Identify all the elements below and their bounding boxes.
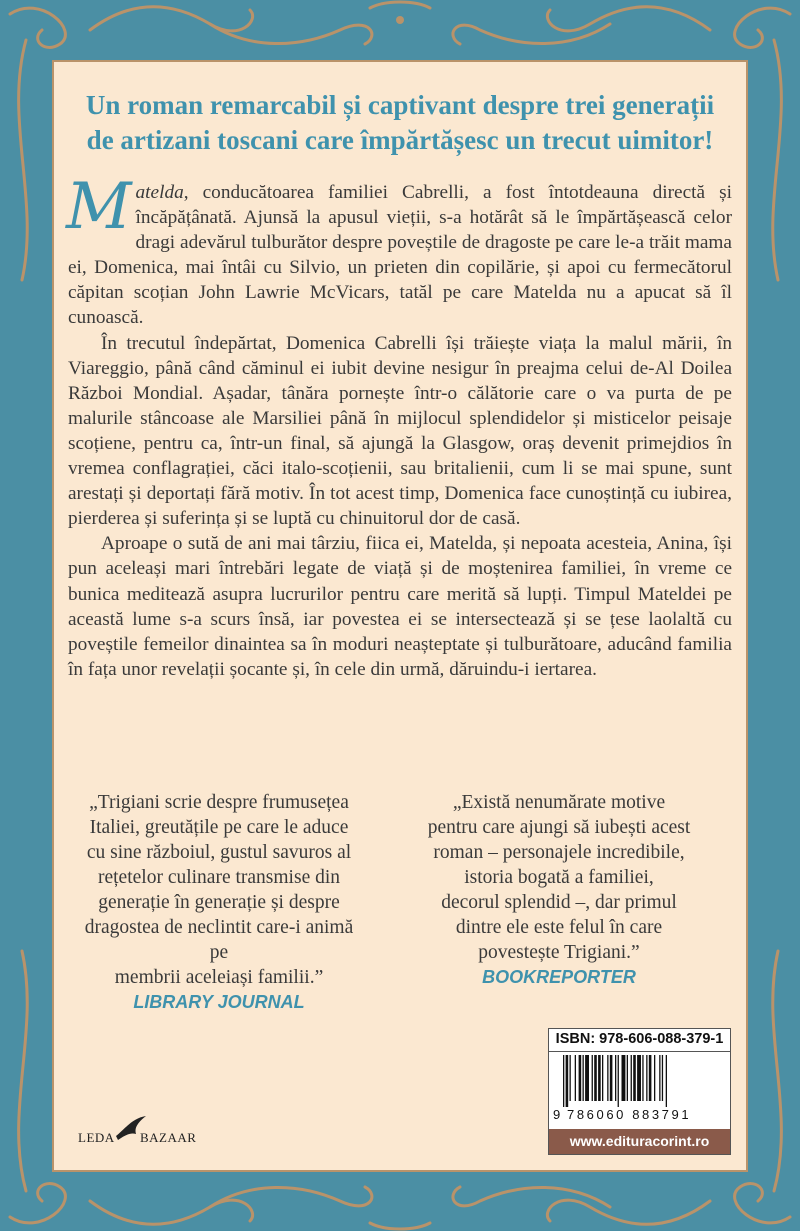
quote-source: BOOKREPORTER bbox=[482, 967, 636, 987]
publisher-website: www.edituracorint.ro bbox=[549, 1129, 730, 1154]
barcode-bar bbox=[662, 1055, 663, 1101]
drop-cap: M bbox=[66, 170, 132, 244]
barcode-bar bbox=[637, 1055, 641, 1101]
review-quote-left bbox=[74, 790, 364, 1015]
quote-source: LIBRARY JOURNAL bbox=[133, 992, 305, 1012]
barcode-bar bbox=[563, 1055, 564, 1107]
isbn-barcode-box bbox=[548, 1028, 731, 1155]
barcode-bar bbox=[579, 1055, 582, 1101]
synopsis-paragraph-1 bbox=[66, 170, 732, 331]
barcode-bar bbox=[615, 1055, 616, 1101]
publisher-leda: LEDA bbox=[78, 1130, 115, 1145]
quote-line: Italiei, greutățile pe care le aduce bbox=[89, 817, 349, 838]
barcode-bar bbox=[631, 1055, 632, 1101]
barcode-bar bbox=[642, 1055, 643, 1101]
quote-line: dragostea de neclintit care-i animă pe bbox=[84, 917, 354, 963]
synopsis-paragraph-2: În trecutul îndepărtat, Domenica Cabrelli își trăiește viața la malul mării, în Viareggio, până când căminul ei iubit devine nesigur în preajma celui de-Al Doilea Război Mondial. Așadar, tânăra pornește într-o călătorie care o va purta de pe malurile stâncoase ale Marsiliei până în mijlocul splendidelor și misticelor peisaje scoțiene, pentru ca, într-un final, să ajungă la Glasgow, oraș devenit primejdios în vremea conflagrației, căci italo-scoțienii, sau britalienii, cum li se mai spune, sunt arestați și deportați fără motiv. În tot acest timp, Domenica face cunoștință cu iubirea, pierderea și suferința și se luptă cu chinuitorul dor de casă. bbox=[68, 332, 732, 530]
quote-line: cu sine războiul, gustul savuros al bbox=[86, 842, 352, 863]
paragraph-1-text: , conducătoarea familiei Cabrelli, a fost întotdeauna directă și încăpățânată. Ajunsă la apusul vieții, s-a hotărât să le împărtășească celor dragi adevărul tulburător despre poveștile de dragoste pe care le-a trăit mama ei, Domenica, mai întâi cu Silvio, un prieten din copilărie, și apoi cu fermecătorul căpitan scoțian John Lawrie McVicars, tatăl pe care Matelda nu a apucat să îl cunoască. bbox=[68, 182, 732, 329]
barcode-bar bbox=[649, 1055, 652, 1101]
quote-line: decorul splendid –, dar primul bbox=[441, 892, 677, 913]
quote-line: istoria bogată a familiei, bbox=[464, 867, 654, 888]
quote-line: generație în generație și despre bbox=[98, 892, 340, 913]
barcode-number: 786060 883791 bbox=[567, 1107, 692, 1122]
barcode-bar bbox=[583, 1055, 584, 1101]
quote-line: roman – personajele incredibile, bbox=[433, 842, 685, 863]
quote-line: rețetelor culinare transmise din bbox=[97, 867, 341, 888]
barcode-bar bbox=[602, 1055, 603, 1101]
barcode bbox=[553, 1055, 725, 1107]
barcode-bar bbox=[627, 1055, 628, 1101]
barcode-bar bbox=[570, 1055, 571, 1101]
quote-line: povestește Trigiani.” bbox=[478, 942, 640, 963]
quote-line: dintre ele este felul în care bbox=[455, 917, 663, 938]
barcode-bar bbox=[607, 1055, 608, 1101]
barcode-bar bbox=[622, 1055, 626, 1101]
review-quote-right bbox=[414, 790, 704, 990]
quote-line: „Trigiani scrie despre frumusețea bbox=[89, 792, 349, 813]
barcode-bar bbox=[610, 1055, 613, 1101]
barcode-bar bbox=[594, 1055, 597, 1101]
synopsis-paragraph-3: Aproape o sută de ani mai târziu, fiica ei, Matelda, și nepoata acesteia, Anina, își pun aceleași mari întrebări legate de viață și de moștenirea familiei, în vreme ce bunica meditează asupra lucrurilor pentru care merită să lupți. Timpul Mateldei pe această lume s-a scurs însă, iar povestea ei se intersectează și se țese laolaltă cu poveștile femeilor dinaintea sa în moduri neașteptate și tulburătoare, aducând familia în fața unor revelații șocante și, în cele din urmă, dăruindu-i iertarea. bbox=[68, 533, 732, 680]
barcode-bar bbox=[646, 1055, 647, 1101]
barcode-bar bbox=[592, 1055, 593, 1101]
quote-line: pentru care ajungi să iubești acest bbox=[427, 817, 691, 838]
quote-line: „Există nenumărate motive bbox=[452, 792, 666, 813]
publisher-bazaar: BAZAAR bbox=[140, 1130, 197, 1145]
barcode-bar bbox=[598, 1055, 601, 1101]
headline-line-2: de artizani toscani care împărtășesc un trecut uimitor! bbox=[86, 125, 714, 155]
barcode-bar bbox=[566, 1055, 569, 1107]
headline bbox=[0, 88, 800, 158]
divider bbox=[549, 1051, 730, 1052]
barcode-bar bbox=[654, 1055, 655, 1101]
synopsis bbox=[66, 170, 732, 682]
headline-line-1: Un roman remarcabil și captivant despre trei generații bbox=[85, 90, 715, 120]
quote-line: membrii aceleiași familii.” bbox=[114, 967, 324, 988]
barcode-bar bbox=[585, 1055, 589, 1101]
barcode-bar bbox=[618, 1055, 619, 1107]
barcode-lead-digit: 9 bbox=[553, 1107, 561, 1122]
isbn-label: ISBN: 978-606-088-379-1 bbox=[555, 1031, 724, 1047]
barcode-bar bbox=[666, 1055, 667, 1107]
barcode-bar bbox=[575, 1055, 576, 1101]
barcode-bar bbox=[633, 1055, 636, 1101]
barcode-bar bbox=[659, 1055, 660, 1101]
lead-word: atelda bbox=[135, 182, 184, 203]
